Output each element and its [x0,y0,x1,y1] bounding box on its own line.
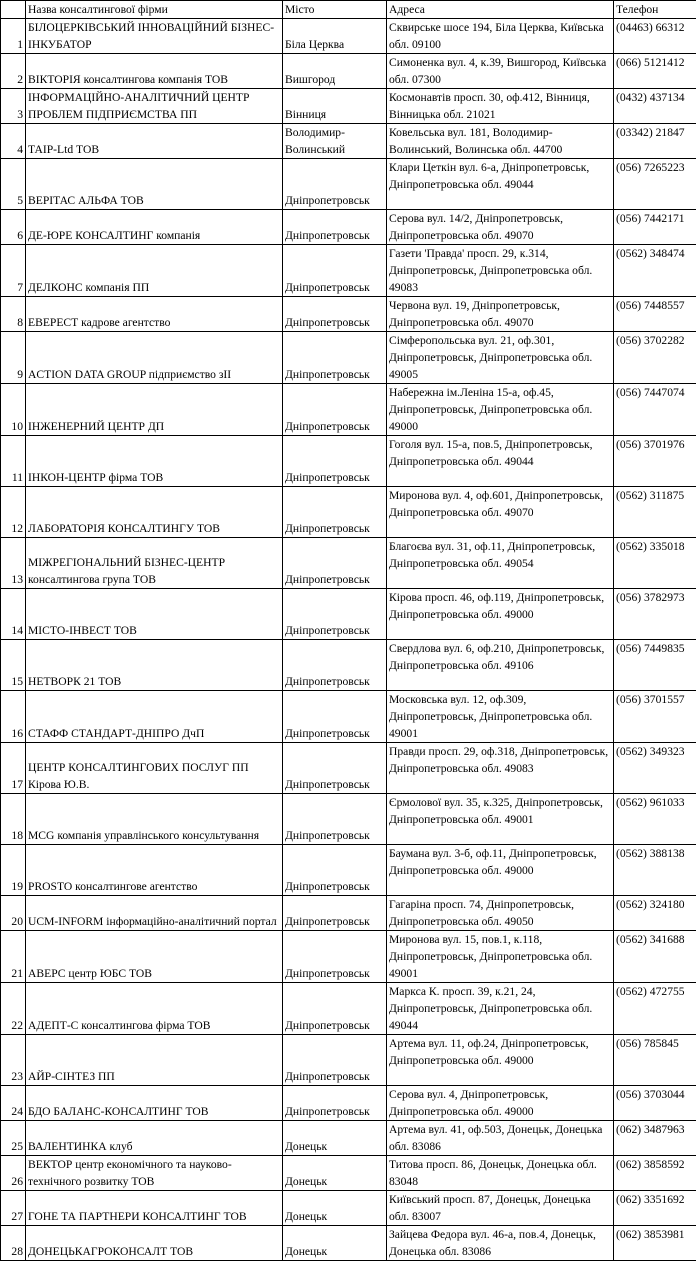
phone: (03342) 21847 [614,124,696,159]
city: Дніпропетровськ [283,1035,387,1086]
firm-name: АДЕПТ-С консалтингова фірма ТОВ [26,983,283,1035]
phone: (0562) 388138 [614,845,696,896]
firm-name: ВЕРІТАС АЛЬФА ТОВ [26,159,283,210]
city: Донецьк [283,1226,387,1261]
address: Газети 'Правда' просп. 29, к.314, Дніпропетровськ, Дніпропетровська обл. 49083 [387,245,614,297]
row-number: 23 [1,1035,26,1086]
table-row [1,210,696,245]
phone: (056) 7442171 [614,210,696,245]
phone: (056) 7447074 [614,384,696,436]
row-number: 3 [1,89,26,124]
firm-name: PROSTO консалтингове агентство [26,845,283,896]
firm-name: ВІКТОРІЯ консалтингова компанія ТОВ [26,54,283,89]
phone: (056) 3701976 [614,436,696,487]
city: Дніпропетровськ [283,159,387,210]
header-city: Місто [283,1,387,19]
city: Дніпропетровськ [283,436,387,487]
address: Московська вул. 12, оф.309, Дніпропетровськ, Дніпропетровська обл. 49001 [387,691,614,743]
address: Ковельська вул. 181, Володимир-Волинський, Волинська обл. 44700 [387,124,614,159]
table-row [1,794,696,845]
city: Дніпропетровськ [283,983,387,1035]
row-number: 1 [1,19,26,54]
firm-name: ГОНЕ ТА ПАРТНЕРИ КОНСАЛТИНГ ТОВ [26,1191,283,1226]
city: Вишгород [283,54,387,89]
address: Кірова просп. 46, оф.119, Дніпропетровськ, Дніпропетровська обл. 49000 [387,589,614,640]
row-number: 26 [1,1156,26,1191]
phone: (056) 3782973 [614,589,696,640]
city: Дніпропетровськ [283,1086,387,1121]
address: Сквирське шосе 194, Біла Церква, Київська обл. 09100 [387,19,614,54]
city: Дніпропетровськ [283,245,387,297]
address: Космонавтів просп. 30, оф.412, Вінниця, Вінницька обл. 21021 [387,89,614,124]
table-row [1,691,696,743]
phone: (056) 3703044 [614,1086,696,1121]
firm-name: ЦЕНТР КОНСАЛТИНГОВИХ ПОСЛУГ ПП Кірова Ю.В. [26,743,283,794]
phone: (04463) 66312 [614,19,696,54]
city: Дніпропетровськ [283,487,387,538]
city: Донецьк [283,1121,387,1156]
city: Вінниця [283,89,387,124]
phone: (0432) 437134 [614,89,696,124]
row-number: 18 [1,794,26,845]
firm-name: ВАЛЕНТИНКА клуб [26,1121,283,1156]
phone: (0562) 961033 [614,794,696,845]
phone: (056) 785845 [614,1035,696,1086]
phone: (0562) 348474 [614,245,696,297]
city: Дніпропетровськ [283,691,387,743]
phone: (056) 3702282 [614,332,696,384]
table-row [1,487,696,538]
phone: (0562) 349323 [614,743,696,794]
address: Сімферопольська вул. 21, оф.301, Дніпропетровськ, Дніпропетровська обл. 49005 [387,332,614,384]
table-row [1,89,696,124]
address: Титова просп. 86, Донецьк, Донецька обл. 83048 [387,1156,614,1191]
header-phone: Телефон [614,1,696,19]
row-number: 5 [1,159,26,210]
row-number: 15 [1,640,26,691]
city: Дніпропетровськ [283,589,387,640]
header-address: Адреса [387,1,614,19]
table-body [1,19,696,1261]
city: Донецьк [283,1191,387,1226]
address: Артема вул. 11, оф.24, Дніпропетровськ, Дніпропетровська обл. 49000 [387,1035,614,1086]
row-number: 17 [1,743,26,794]
header-row [1,1,696,19]
table-row [1,983,696,1035]
firm-name: АВЕРС центр ЮБС ТОВ [26,931,283,983]
city: Дніпропетровськ [283,640,387,691]
phone: (062) 3858592 [614,1156,696,1191]
phone: (066) 5121412 [614,54,696,89]
city: Дніпропетровськ [283,332,387,384]
firm-name: ВЕКТОР центр економічного та науково-технічного розвитку ТОВ [26,1156,283,1191]
row-number: 25 [1,1121,26,1156]
table-row [1,538,696,589]
address: Єрмолової вул. 35, к.325, Дніпропетровськ, Дніпропетровська обл. 49001 [387,794,614,845]
city: Дніпропетровськ [283,896,387,931]
table-row [1,1156,696,1191]
address: Гагаріна просп. 74, Дніпропетровськ, Дніпропетровська обл. 49050 [387,896,614,931]
table-row [1,332,696,384]
address: Гоголя вул. 15-а, пов.5, Дніпропетровськ, Дніпропетровська обл. 49044 [387,436,614,487]
address: Правди просп. 29, оф.318, Дніпропетровськ, Дніпропетровська обл. 49083 [387,743,614,794]
table-row [1,19,696,54]
row-number: 20 [1,896,26,931]
row-number: 8 [1,297,26,332]
address: Миронова вул. 15, пов.1, к.118, Дніпропетровськ, Дніпропетровська обл. 49001 [387,931,614,983]
phone: (056) 7449835 [614,640,696,691]
row-number: 28 [1,1226,26,1261]
table-row [1,436,696,487]
firm-name: ACTION DATA GROUP підприємство зІІ [26,332,283,384]
header-number [1,1,26,19]
city: Дніпропетровськ [283,794,387,845]
city: Біла Церква [283,19,387,54]
phone: (0562) 341688 [614,931,696,983]
address: Артема вул. 41, оф.503, Донецьк, Донецька обл. 83086 [387,1121,614,1156]
city: Дніпропетровськ [283,384,387,436]
phone: (0562) 335018 [614,538,696,589]
address: Серова вул. 14/2, Дніпропетровськ, Дніпропетровська обл. 49070 [387,210,614,245]
city: Дніпропетровськ [283,743,387,794]
firm-name: МІСТО-ІНВЕСТ ТОВ [26,589,283,640]
table-row [1,931,696,983]
firm-name: ІНЖЕНЕРНИЙ ЦЕНТР ДП [26,384,283,436]
row-number: 9 [1,332,26,384]
city: Дніпропетровськ [283,297,387,332]
table-row [1,589,696,640]
firm-name: ЛАБОРАТОРІЯ КОНСАЛТИНГУ ТОВ [26,487,283,538]
address: Баумана вул. 3-б, оф.11, Дніпропетровськ, Дніпропетровська обл. 49000 [387,845,614,896]
city: Дніпропетровськ [283,931,387,983]
city: Володимир-Волинський [283,124,387,159]
table-row [1,245,696,297]
address: Клари Цеткін вул. 6-а, Дніпропетровськ, Дніпропетровська обл. 49044 [387,159,614,210]
address: Благоєва вул. 31, оф.11, Дніпропетровськ, Дніпропетровська обл. 49054 [387,538,614,589]
phone: (056) 7448557 [614,297,696,332]
row-number: 21 [1,931,26,983]
firm-name: МІЖРЕГІОНАЛЬНИЙ БІЗНЕС-ЦЕНТР консалтингова група ТОВ [26,538,283,589]
city: Дніпропетровськ [283,210,387,245]
address: Київський просп. 87, Донецьк, Донецька обл. 83007 [387,1191,614,1226]
address: Миронова вул. 4, оф.601, Дніпропетровськ, Дніпропетровська обл. 49070 [387,487,614,538]
address: Симоненка вул. 4, к.39, Вишгород, Київська обл. 07300 [387,54,614,89]
firm-name: АЙР-СІНТЕЗ ПП [26,1035,283,1086]
phone: (062) 3351692 [614,1191,696,1226]
table-row [1,640,696,691]
row-number: 2 [1,54,26,89]
row-number: 27 [1,1191,26,1226]
phone: (056) 7265223 [614,159,696,210]
row-number: 4 [1,124,26,159]
firm-name: ТАІР-Ltd ТОВ [26,124,283,159]
table-row [1,54,696,89]
table-row [1,1191,696,1226]
firm-name: ЕВЕРЕСТ кадрове агентство [26,297,283,332]
firm-name: ДОНЕЦЬКАГРОКОНСАЛТ ТОВ [26,1226,283,1261]
row-number: 14 [1,589,26,640]
city: Донецьк [283,1156,387,1191]
table-row [1,896,696,931]
firm-name: НЕТВОРК 21 ТОВ [26,640,283,691]
firm-name: БДО БАЛАНС-КОНСАЛТИНГ ТОВ [26,1086,283,1121]
row-number: 19 [1,845,26,896]
table-row [1,1226,696,1261]
phone: (062) 3853981 [614,1226,696,1261]
table-row [1,845,696,896]
firm-name: БІЛОЦЕРКІВСЬКИЙ ІННОВАЦІЙНИЙ БІЗНЕС-ІНКУБАТОР [26,19,283,54]
row-number: 13 [1,538,26,589]
row-number: 24 [1,1086,26,1121]
row-number: 10 [1,384,26,436]
row-number: 7 [1,245,26,297]
header-firm-name: Назва консалтингової фірми [26,1,283,19]
row-number: 11 [1,436,26,487]
table-row [1,1086,696,1121]
address: Червона вул. 19, Дніпропетровськ, Дніпропетровська обл. 49070 [387,297,614,332]
firm-name: ІНКОН-ЦЕНТР фірма ТОВ [26,436,283,487]
firm-name: UCM-INFORM інформаційно-аналітичний портал [26,896,283,931]
row-number: 16 [1,691,26,743]
firm-name: ДЕЛКОНС компанія ПП [26,245,283,297]
firm-name: ДЕ-ЮРЕ КОНСАЛТИНГ компанія [26,210,283,245]
table-row [1,124,696,159]
address: Серова вул. 4, Дніпропетровськ, Дніпропетровська обл. 49000 [387,1086,614,1121]
table-row [1,159,696,210]
city: Дніпропетровськ [283,538,387,589]
phone: (062) 3487963 [614,1121,696,1156]
firm-name: ІНФОРМАЦІЙНО-АНАЛІТИЧНИЙ ЦЕНТР ПРОБЛЕМ ПІДПРИЄМСТВА ПП [26,89,283,124]
table-row [1,1121,696,1156]
firm-name: MCG компанія управлінського консультування [26,794,283,845]
address: Набережна ім.Леніна 15-а, оф.45, Дніпропетровськ, Дніпропетровська обл. 49000 [387,384,614,436]
phone: (0562) 324180 [614,896,696,931]
table-row [1,384,696,436]
address: Зайцева Федора вул. 46-а, пов.4, Донецьк, Донецька обл. 83086 [387,1226,614,1261]
row-number: 12 [1,487,26,538]
phone: (0562) 311875 [614,487,696,538]
phone: (056) 3701557 [614,691,696,743]
table-row [1,1035,696,1086]
firm-name: СТАФФ СТАНДАРТ-ДНІПРО ДчП [26,691,283,743]
phone: (0562) 472755 [614,983,696,1035]
table-row [1,297,696,332]
row-number: 6 [1,210,26,245]
address: Свердлова вул. 6, оф.210, Дніпропетровськ, Дніпропетровська обл. 49106 [387,640,614,691]
table-row [1,743,696,794]
row-number: 22 [1,983,26,1035]
city: Дніпропетровськ [283,845,387,896]
address: Маркса К. просп. 39, к.21, 24, Дніпропетровськ, Дніпропетровська обл. 49044 [387,983,614,1035]
